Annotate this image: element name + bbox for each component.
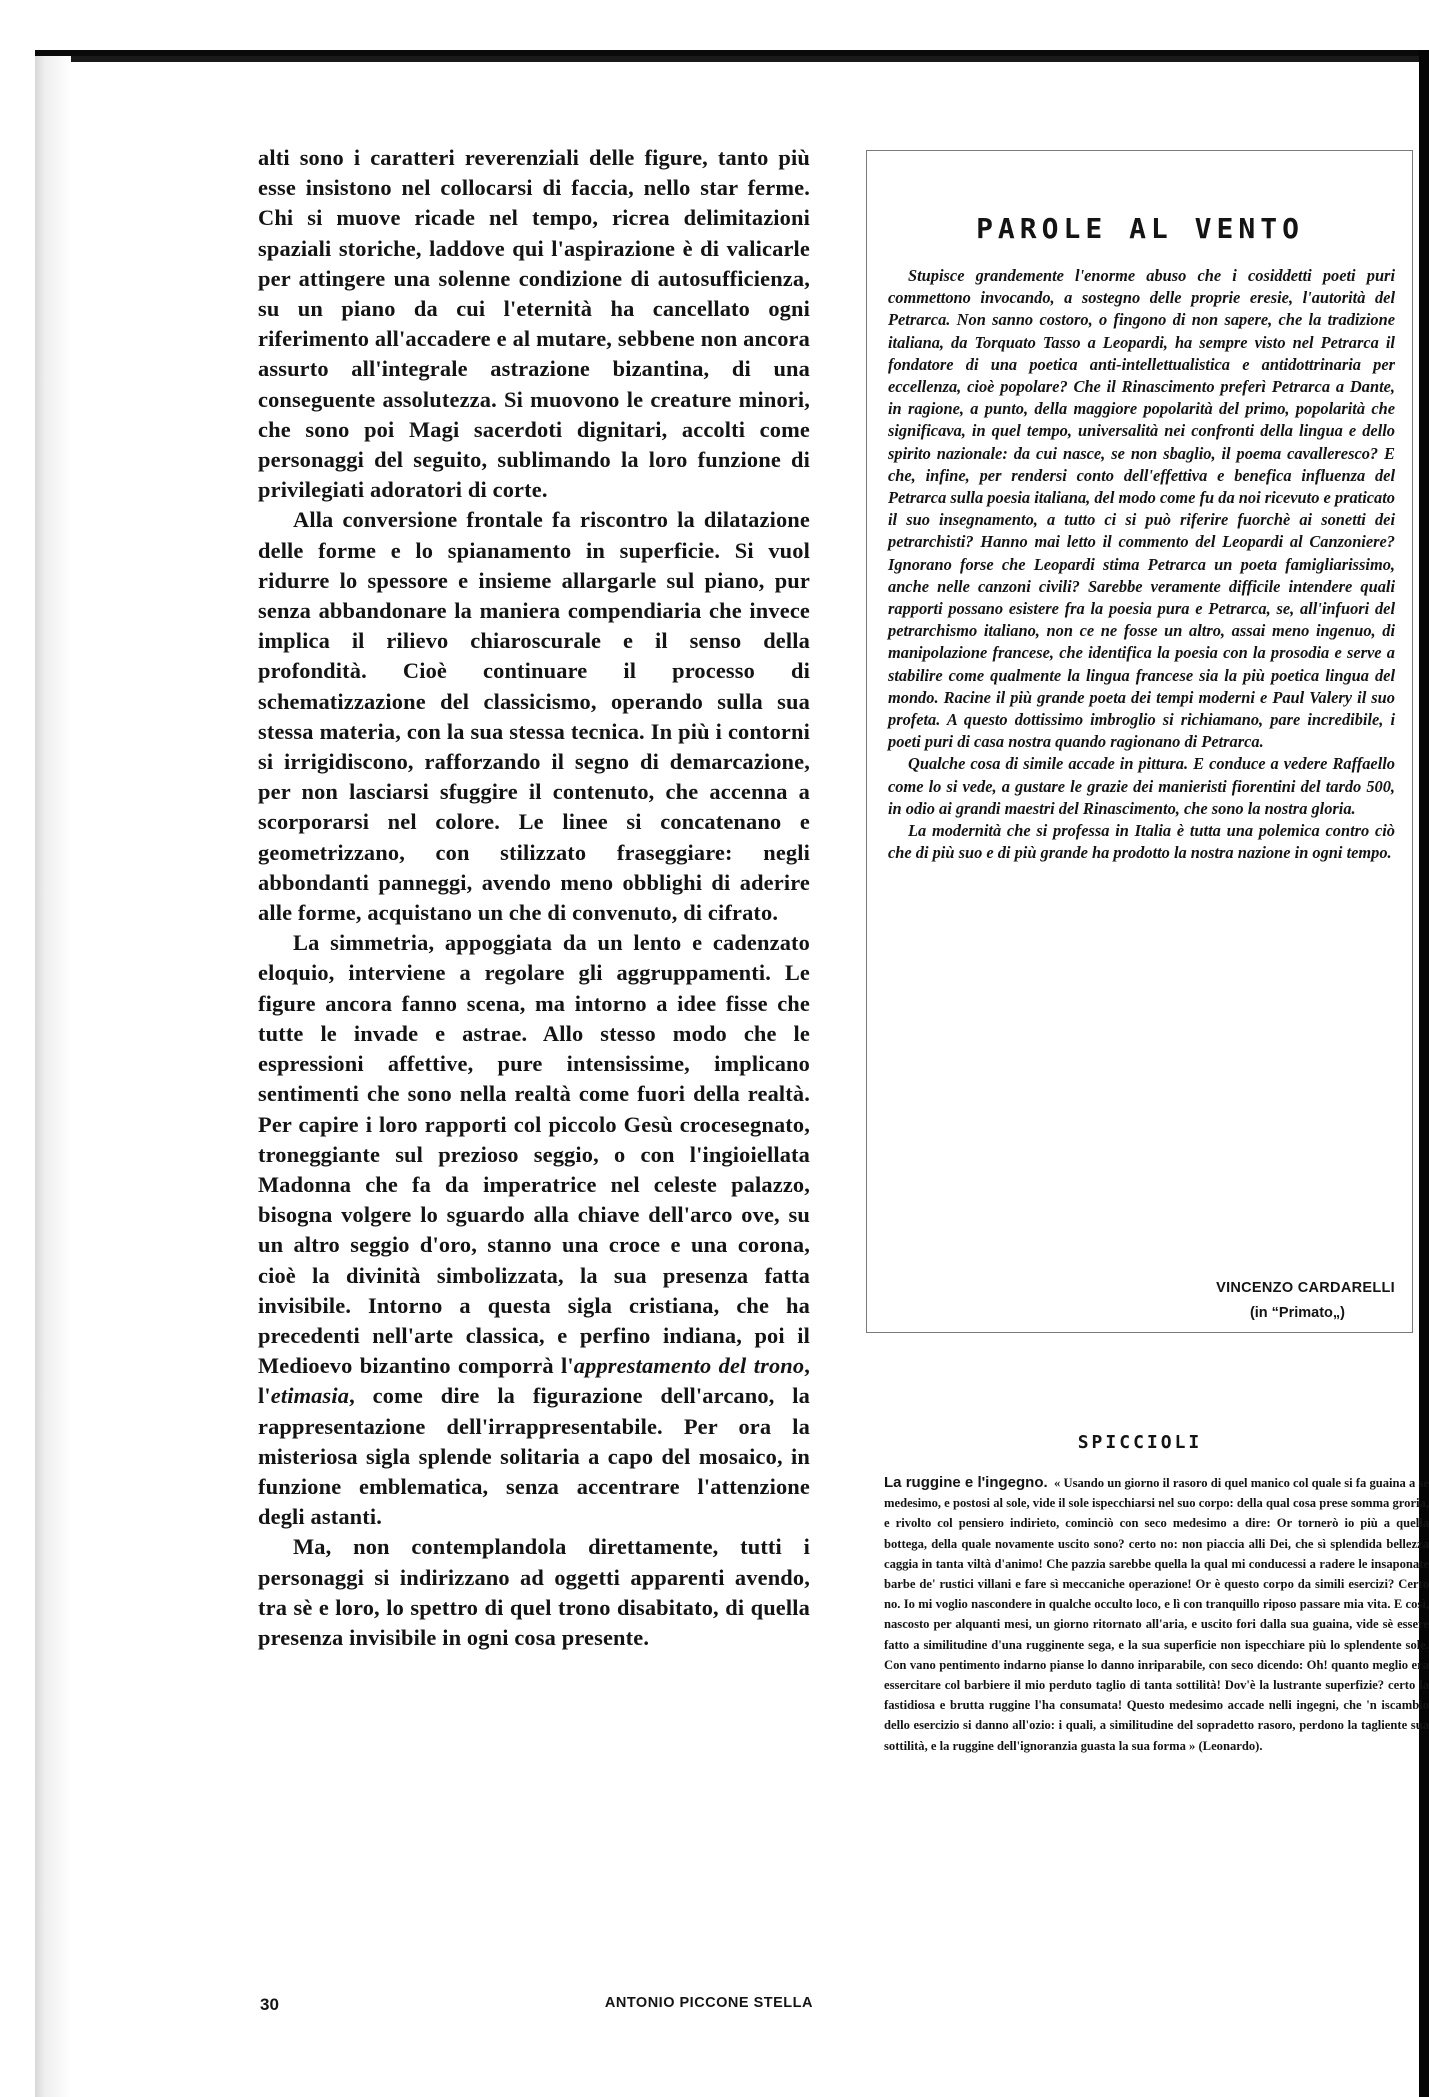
italic-apprestamento: apprestamento del trono bbox=[573, 1353, 805, 1379]
box-paragraph-3: La modernità che si professa in Italia è tutta una polemica contro ciò che di più suo e di più grande ha prodotto la nostra nazione in ogni tempo. bbox=[888, 821, 1395, 863]
spiccioli-text: « Usando un giorno il rasoro di quel manico col quale si fa guaina a se medesimo, e postosi al sole, vide il sole ispecchiarsi nel suo corpo: della qual cosa prese somma groria, e rivolto col pensiero indirieto, cominciò con seco medesimo a dire: Or tornerò io più a quella bottega, della quale novamente uscito sono? certo no: non piaccia alli Dei, che sì splendida bellezza caggia in tanta viltà d'animo! Che pazzia sarebbe quella la qual mi conducessi a radere le insaponate barbe de' rustici villani e fare sì meccaniche operazione! Or è questo corpo da simili esercizi? Certo no. Io mi voglio nascondere in qualche occulto loco, e lì con tranquillo riposo passare mia vita. E così, nascosto per alquanti mesi, un giorno ritornato all'aria, e uscito fori dalla sua guaina, vide sè essere fatto a similitudine d'una rugginente sega, e la sua superficie non ispecchiare più lo splendente sole. Con vano pentimento indarno pianse lo danno inriparabile, con seco dicendo: Oh! quanto meglio era essercitare col barbiere il mio perduto taglio di tanta sottilità! Dov'è la lustrante superfizie? certo la fastidiosa e brutta ruggine l'ha consumata! Questo medesimo accade nelli ingegni, che 'n iscambio dello esercizio si danno all'ozio: i quali, a similitudine del sopradetto rasoro, perdono la tagliente sua sottilità, e la ruggine dell'ignoranzia guasta la sua forma » (Leonardo). bbox=[884, 1476, 1429, 1753]
book-spine bbox=[0, 50, 35, 2097]
italic-etimasia: etimasia bbox=[270, 1383, 350, 1409]
author-signature-left: ANTONIO PICCONE STELLA bbox=[604, 1995, 813, 2011]
scan-edge-right bbox=[1419, 50, 1429, 2097]
boxed-article-body bbox=[888, 265, 1395, 864]
box-paragraph-2: Qualche cosa di simile accade in pittura. E conduce a vedere Raffaello come lo si vede, a gustare le grazie dei manieristi fiorentini del tardo 500, in odio ai grandi maestri del Rinascimento, che sono la nostra gloria. bbox=[888, 754, 1395, 818]
left-paragraph-4: Ma, non contemplandola direttamente, tutti i personaggi si indirizzano ad oggetti apparenti avendo, tra sè e loro, lo spettro di quel trono disabitato, di quella presenza invisibile in ogni cosa presente. bbox=[258, 1534, 810, 1650]
left-paragraph-1: alti sono i caratteri reverenziali delle figure, tanto più esse insistono nel collocarsi di faccia, nello star ferme. Chi si muove ricade nel tempo, ricrea delimitazioni spaziali storiche, laddove qui l'aspirazione è di valicarle per attingere una solenne condizione di autosufficienza, su un piano da cui l'eternità ha cancellato ogni riferimento all'accadere e al mutare, sebbene non ancora assurto all'integrale astrazione bizantina, di una conseguente assolutezza. Si muovono le creature minori, che sono poi Magi sacerdoti dignitari, accolti come personaggi del seguito, sublimando la loro funzione di privilegiati adoratori di corte. bbox=[258, 145, 810, 503]
left-paragraph-3 bbox=[258, 928, 810, 1532]
page-margin-top bbox=[0, 0, 1429, 50]
box-paragraph-1: Stupisce grandemente l'enorme abuso che i cosiddetti poeti puri commettono invocando, a sostegno delle proprie eresie, l'autorità del Petrarca. Non sanno costoro, o fingono di non sapere, che la tradizione italiana, da Torquato Tasso a Leopardi, ha sempre visto nel Petrarca il fondatore di una poetica anti-intellettualistica e antidottrinaria per eccellenza, cioè popolare? Che il Rinascimento preferì Petrarca a Dante, in ragione, a punto, della maggiore popolarità del primo, popolarità che significava, in quel tempo, universalità nei confronti della lingua e dello spirito nazionale: da cui nasce, se non sbaglio, il poema cavalleresco? E che, infine, per rendersi conto dell'effettiva e benefica influenza del Petrarca sulla poesia italiana, del modo come fu da noi ricevuto e praticato il suo insegnamento, a tutto ci si può riferire fuorchè ai sonetti dei petrarchisti? Hanno mai letto il commento del Leopardi al Canzoniere? Ignorano forse che Leopardi stima Petrarca un poeta famigliarissimo, anche nelle canzoni civili? Sarebbe veramente difficile intendere quali rapporti possano esistere fra la poesia pura e Petrarca, se, all'infuori del petrarchismo italiano, non ce ne fosse un altro, assai meno ingenuo, di manipolazione francese, che identifica la poesia con la prosodia e serve a stabilire come qualmente la lingua francese sia la più poetica lingua del mondo. Racine il più grande poeta dei tempi moderni e Paul Valery il suo profeta. A questo dottissimo imbroglio si richiamano, pare incredibile, i poeti puri di casa nostra quando ragionano di Petrarca. bbox=[888, 266, 1395, 752]
left-article-column bbox=[258, 143, 810, 1653]
boxed-article-title: PAROLE AL VENTO bbox=[976, 212, 1304, 245]
left-paragraph-3-tail: , come dire la figurazione dell'arcano, la rappresentazione dell'irrappresentabile. Per ora la misteriosa sigla splende solitaria a capo del mosaico, in funzione emblematica, senza accentrare l'attenzione degli astanti. bbox=[258, 1383, 810, 1530]
left-paragraph-3-text: La simmetria, appoggiata da un lento e cadenzato eloquio, interviene a regolare gli aggruppamenti. Le figure ancora fanno scena, ma intorno a idee fisse che tutte le invade e astrae. Allo stesso modo che le espressioni affettive, pure intensissime, implicano sentimenti che sono nella realtà come fuori della realtà. Per capire i loro rapporti col piccolo Gesù crocesegnato, troneggiante sul prezioso seggio, o con l'ingioiellata Madonna che fa da imperatrice nel celeste palazzo, bisogna volgere lo sguardo alla chiave dell'arco ove, su un altro seggio d'oro, stanno una croce e una corona, cioè la divinità simbolizzata, la sua presenza fatta invisibile. Intorno a questa sigla cristiana, che ha precedenti nell'arte classica, e perfino indiana, poi il Medioevo bizantino comporrà l' bbox=[258, 930, 810, 1379]
spiccioli-body bbox=[884, 1473, 1429, 1756]
left-paragraph-2: Alla conversione frontale fa riscontro la dilatazione delle forme e lo spianamento in superficie. Si vuol ridurre lo spessore e insieme allargarle sul piano, pur senza abbandonare la maniera compendiaria che invece implica il rilievo chiaroscurale e il senso della profondità. Cioè continuare il processo di schematizzazione del classicismo, operando sulla sua stessa materia, con la sua stessa tecnica. In più i contorni si irrigidiscono, rafforzando il segno di demarcazione, per non lasciarsi sfuggire il contenuto, che accenna a scorporarsi nel colore. Le linee si concatenano e geometrizzano, con stilizzato fraseggiare: negli abbondanti panneggi, avendo meno obblighi di aderire alle forme, acquistano un che di convenuto, di cifrato. bbox=[258, 507, 810, 926]
page-gutter-shadow bbox=[35, 56, 71, 2097]
page-number: 30 bbox=[260, 1995, 279, 2014]
spiccioli-title: SPICCIOLI bbox=[1077, 1432, 1203, 1453]
left-paragraph-3-mid: , l' bbox=[258, 1353, 810, 1409]
box-source-note: (in “Primato„) bbox=[1249, 1305, 1345, 1321]
scan-edge-top-shadow bbox=[35, 56, 1429, 62]
box-author-signature: VINCENZO CARDARELLI bbox=[1216, 1280, 1395, 1296]
spiccioli-paragraph bbox=[884, 1473, 1429, 1756]
spiccioli-heading: La ruggine e l'ingegno. bbox=[884, 1474, 1048, 1491]
